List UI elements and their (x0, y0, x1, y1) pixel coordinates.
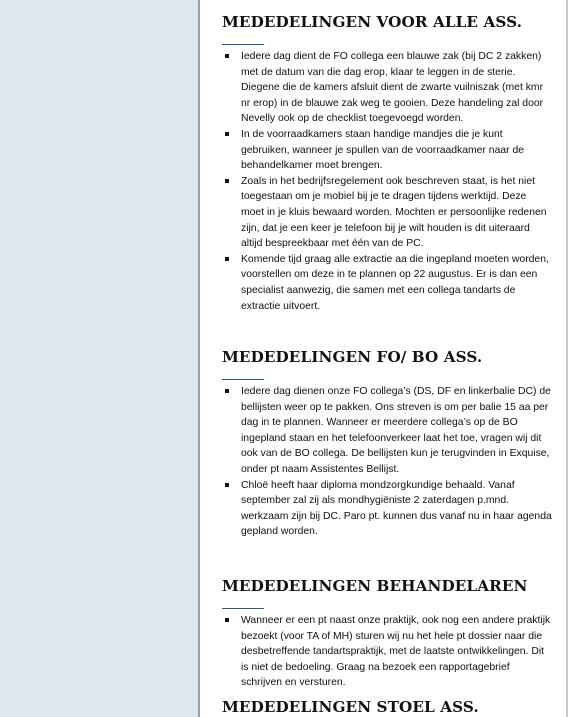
bullet-icon (225, 257, 229, 261)
bullet-list (222, 384, 552, 540)
section-fo-bo-ass (222, 347, 552, 540)
list-item-text: Zoals in het bedrijfsregelement ook beschreven staat, is het niet toegestaan om je mobiel bij je te dragen tijdens werktijd. Deze moet in je kluis bewaard worden. Mochten er persoonlijke redenen zijn, dat je een keer je telefoon bij je wilt houden is dit uiteraard altijd bespreekbaar met één van de PC. (241, 175, 547, 250)
list-item (222, 127, 552, 174)
list-item (222, 49, 552, 127)
heading-underline (222, 44, 264, 45)
section-heading: MEDEDELINGEN BEHANDELAREN (222, 577, 528, 595)
list-item-text: Iedere dag dienen onze FO collega’s (DS, DF en linkerbalie DC) de bellijsten weer op te pakken. Ons streven is om per balie 15 aa per dag in te plannen. Wanneer er meerdere collega’s op de BO ingepland staan en het telefoonverkeer laat het toe, vragen wij dit ook van de BO collega. De bellijsten kun je terugvinden in Exquise, onder pt naam Assistentes Bellijst. (241, 386, 551, 475)
list-item (222, 478, 552, 540)
sidebar-panel (0, 0, 198, 717)
bullet-icon (225, 54, 229, 58)
list-item-text: Chloë heeft haar diploma mondzorgkundige behaald. Vanaf september zal zij als mondhygiëniste 2 zaterdagen p.mnd. werkzaam zijn bij DC. Paro pt. kunnen dus vanaf nu in haar agenda gepland worden. (241, 479, 552, 538)
bullet-icon (225, 179, 229, 183)
bullet-list (222, 49, 552, 314)
heading-underline (222, 379, 264, 380)
list-item (222, 384, 552, 478)
section-behandelaren (222, 576, 552, 691)
section-heading: MEDEDELINGEN STOEL ASS. (222, 698, 479, 716)
bullet-icon (225, 389, 229, 393)
bullet-icon (225, 132, 229, 136)
bullet-list (222, 613, 552, 691)
list-item (222, 174, 552, 252)
bullet-icon (225, 618, 229, 622)
list-item (222, 252, 552, 314)
section-stoel-ass (222, 697, 552, 717)
bullet-icon (225, 483, 229, 487)
section-heading: MEDEDELINGEN FO/ BO ASS. (222, 348, 483, 366)
list-item-text: Iedere dag dient de FO collega een blauwe zak (bij DC 2 zakken) met de datum van die dag erop, klaar te leggen in de sterie. Diegene die de kamers afsluit dient de zwarte vuilniszak (met kmr nr erop) in de blauwe zak weg te gooien. Deze handeling zal door Nevelly ook op de checklist toegevoegd worden. (241, 51, 544, 125)
sidebar-divider (198, 0, 200, 717)
section-heading: MEDEDELINGEN VOOR ALLE ASS. (222, 13, 522, 31)
list-item-text: Komende tijd graag alle extractie aa die ingepland moeten worden, voorstellen om deze in te plannen op 22 augustus. Er is dan een specialist aanwezig, die samen met een collega tandarts de extractie uitvoert. (241, 253, 549, 312)
list-item-text: In de voorraadkamers staan handige mandjes die je kunt gebruiken, wanneer je spullen van de voorraadkamer naar de behandelkamer moet brengen. (241, 128, 525, 172)
list-item-text: Wanneer er een pt naast onze praktijk, ook nog een andere praktijk bezoekt (voor TA of MH) sturen wij nu het hele pt dossier naar die desbetreffende tandartspraktijk, met de laatste ontwikkelingen. Dit is niet de bedoeling. Graag na bezoek een rapportagebrief schrijven en versturen. (241, 615, 551, 689)
list-item (222, 613, 552, 691)
section-alle-ass (222, 12, 552, 314)
heading-underline (222, 608, 264, 609)
